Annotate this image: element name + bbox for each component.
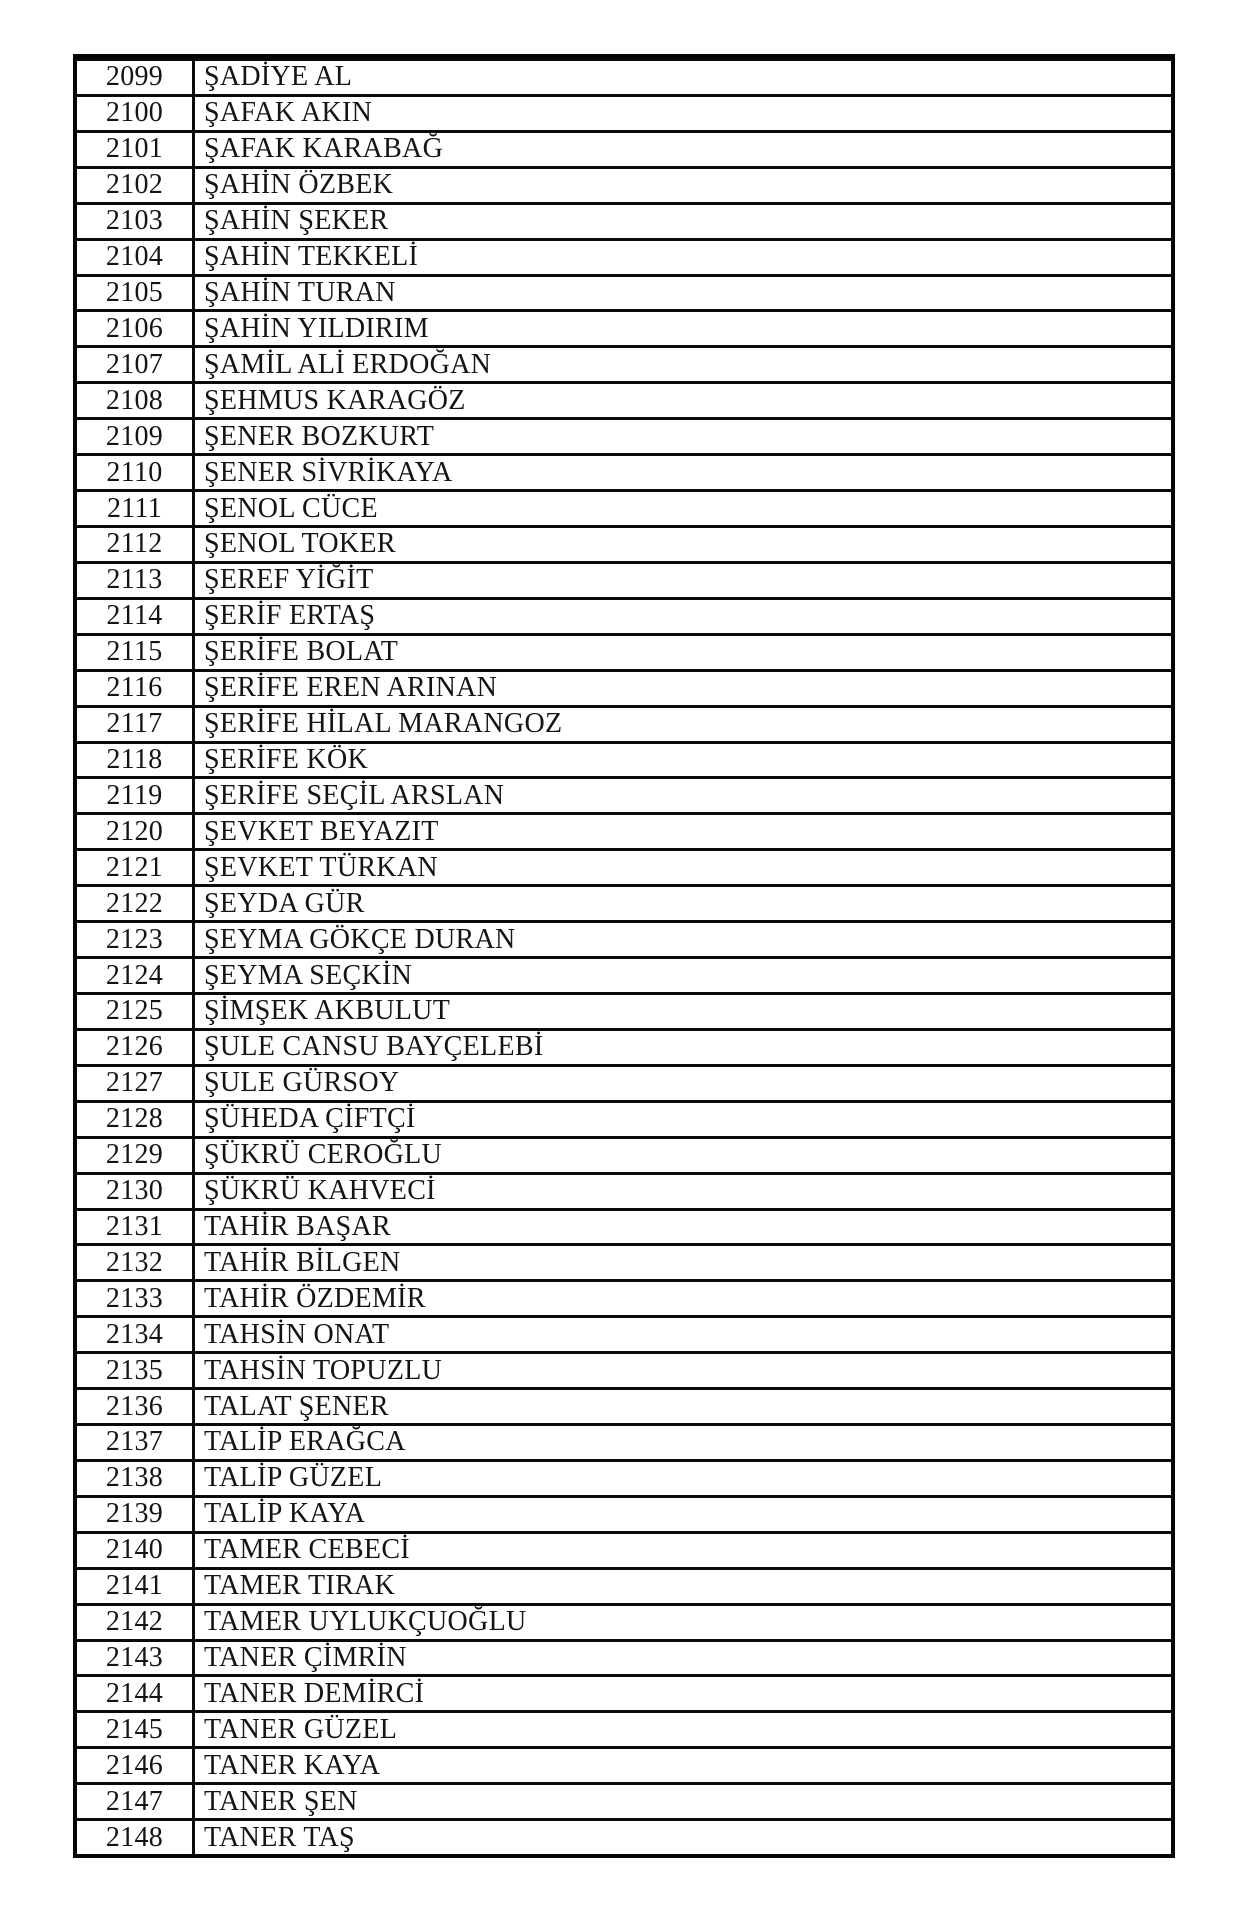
- row-number-cell: 2123: [77, 923, 195, 956]
- table-row: [77, 1064, 1171, 1100]
- row-name-cell: TANER TAŞ: [204, 1821, 355, 1853]
- row-number-cell: 2099: [77, 61, 195, 94]
- row-number-cell: 2121: [77, 851, 195, 884]
- row-name-cell: ŞAHİN ÖZBEK: [204, 169, 394, 201]
- row-name-cell: ŞEREF YİĞİT: [204, 564, 374, 596]
- row-number-cell: 2134: [77, 1318, 195, 1351]
- row-name-cell: TAMER CEBECİ: [204, 1534, 410, 1566]
- row-number-cell: 2115: [77, 636, 195, 669]
- table-row: [77, 776, 1171, 812]
- table-row: [77, 705, 1171, 741]
- row-name-cell: TALİP ERAĞCA: [204, 1426, 406, 1458]
- table-row: [77, 669, 1171, 705]
- table-row: [77, 956, 1171, 992]
- row-name-cell: TALİP KAYA: [204, 1498, 366, 1530]
- row-name-cell: ŞAFAK AKIN: [204, 97, 373, 129]
- table-row: [77, 1100, 1171, 1136]
- table-row: [77, 1710, 1171, 1746]
- row-name-cell: ŞEVKET BEYAZIT: [204, 815, 439, 847]
- row-number-cell: 2140: [77, 1534, 195, 1567]
- row-number-cell: 2133: [77, 1282, 195, 1315]
- table-row: [77, 58, 1171, 94]
- name-list-table: [73, 54, 1175, 1858]
- row-number-cell: 2144: [77, 1677, 195, 1710]
- table-row: [77, 597, 1171, 633]
- row-number-cell: 2107: [77, 348, 195, 381]
- row-name-cell: TAHİR BAŞAR: [204, 1210, 391, 1242]
- row-number-cell: 2106: [77, 312, 195, 345]
- row-number-cell: 2137: [77, 1426, 195, 1459]
- table-row: [77, 741, 1171, 777]
- row-name-cell: ŞADİYE AL: [204, 61, 353, 93]
- table-row: [77, 1423, 1171, 1459]
- row-number-cell: 2108: [77, 384, 195, 417]
- row-number-cell: 2116: [77, 672, 195, 705]
- row-name-cell: ŞAHİN TURAN: [204, 276, 396, 308]
- row-number-cell: 2117: [77, 708, 195, 741]
- table-row: [77, 992, 1171, 1028]
- table-row: [77, 561, 1171, 597]
- table-row: [77, 1172, 1171, 1208]
- row-name-cell: ŞULE CANSU BAYÇELEBİ: [204, 1031, 544, 1063]
- row-number-cell: 2143: [77, 1642, 195, 1675]
- table-row: [77, 1567, 1171, 1603]
- row-number-cell: 2105: [77, 277, 195, 310]
- row-number-cell: 2124: [77, 959, 195, 992]
- row-name-cell: ŞEYDA GÜR: [204, 887, 365, 919]
- row-name-cell: TANER GÜZEL: [204, 1713, 398, 1745]
- row-number-cell: 2132: [77, 1246, 195, 1279]
- table-row: [77, 238, 1171, 274]
- table-row: [77, 274, 1171, 310]
- row-name-cell: TANER KAYA: [204, 1749, 381, 1781]
- row-name-cell: ŞERİF ERTAŞ: [204, 600, 376, 632]
- table-row: [77, 1351, 1171, 1387]
- table-row: [77, 489, 1171, 525]
- table-row: [77, 1495, 1171, 1531]
- row-name-cell: ŞERİFE HİLAL MARANGOZ: [204, 708, 563, 740]
- row-number-cell: 2102: [77, 169, 195, 202]
- table-row: [77, 1315, 1171, 1351]
- table-row: [77, 1818, 1171, 1854]
- row-name-cell: ŞAFAK KARABAĞ: [204, 133, 444, 165]
- table-row: [77, 920, 1171, 956]
- row-number-cell: 2125: [77, 995, 195, 1028]
- row-name-cell: TAMER UYLUKÇUOĞLU: [204, 1606, 527, 1638]
- row-name-cell: TAHSİN ONAT: [204, 1318, 390, 1350]
- row-name-cell: ŞENER BOZKURT: [204, 420, 435, 452]
- row-name-cell: TANER DEMİRCİ: [204, 1677, 425, 1709]
- table-row: [77, 453, 1171, 489]
- row-number-cell: 2104: [77, 241, 195, 274]
- row-name-cell: ŞERİFE BOLAT: [204, 636, 399, 668]
- row-number-cell: 2122: [77, 887, 195, 920]
- table-row: [77, 166, 1171, 202]
- row-name-cell: ŞENER SİVRİKAYA: [204, 456, 453, 488]
- row-number-cell: 2119: [77, 779, 195, 812]
- row-name-cell: ŞAMİL ALİ ERDOĞAN: [204, 348, 492, 380]
- table-row: [77, 130, 1171, 166]
- table-row: [77, 309, 1171, 345]
- row-number-cell: 2145: [77, 1713, 195, 1746]
- table-row: [77, 525, 1171, 561]
- table-row: [77, 1028, 1171, 1064]
- table-row: [77, 1459, 1171, 1495]
- row-number-cell: 2148: [77, 1821, 195, 1854]
- table-row: [77, 345, 1171, 381]
- row-name-cell: ŞEHMUS KARAGÖZ: [204, 384, 466, 416]
- table-row: [77, 633, 1171, 669]
- table-row: [77, 202, 1171, 238]
- table-row: [77, 1531, 1171, 1567]
- table-row: [77, 1387, 1171, 1423]
- table-row: [77, 1603, 1171, 1639]
- row-name-cell: ŞERİFE SEÇİL ARSLAN: [204, 779, 505, 811]
- row-number-cell: 2128: [77, 1103, 195, 1136]
- row-number-cell: 2120: [77, 815, 195, 848]
- row-name-cell: ŞERİFE EREN ARINAN: [204, 672, 498, 704]
- row-number-cell: 2111: [77, 492, 195, 525]
- row-name-cell: TAHİR ÖZDEMİR: [204, 1282, 426, 1314]
- row-number-cell: 2142: [77, 1606, 195, 1639]
- row-name-cell: ŞEYMA GÖKÇE DURAN: [204, 923, 516, 955]
- row-number-cell: 2127: [77, 1067, 195, 1100]
- row-number-cell: 2110: [77, 456, 195, 489]
- row-number-cell: 2139: [77, 1498, 195, 1531]
- table-row: [77, 1243, 1171, 1279]
- row-name-cell: TAMER TIRAK: [204, 1570, 396, 1602]
- row-name-cell: ŞAHİN ŞEKER: [204, 205, 389, 237]
- row-number-cell: 2129: [77, 1139, 195, 1172]
- table-row: [77, 381, 1171, 417]
- table-row: [77, 848, 1171, 884]
- row-number-cell: 2135: [77, 1354, 195, 1387]
- table-row: [77, 94, 1171, 130]
- table-row: [77, 884, 1171, 920]
- table-row: [77, 812, 1171, 848]
- table-row: [77, 1782, 1171, 1818]
- row-number-cell: 2130: [77, 1175, 195, 1208]
- row-name-cell: ŞENOL CÜCE: [204, 492, 378, 524]
- table-row: [77, 1674, 1171, 1710]
- row-name-cell: TALAT ŞENER: [204, 1390, 389, 1422]
- row-number-cell: 2138: [77, 1462, 195, 1495]
- row-number-cell: 2113: [77, 564, 195, 597]
- table-row: [77, 417, 1171, 453]
- table-row: [77, 1208, 1171, 1244]
- row-name-cell: ŞENOL TOKER: [204, 528, 396, 560]
- row-name-cell: ŞAHİN TEKKELİ: [204, 241, 419, 273]
- table-row: [77, 1136, 1171, 1172]
- table-row: [77, 1639, 1171, 1675]
- row-number-cell: 2136: [77, 1390, 195, 1423]
- row-number-cell: 2101: [77, 133, 195, 166]
- row-number-cell: 2147: [77, 1785, 195, 1818]
- row-name-cell: ŞÜKRÜ CEROĞLU: [204, 1139, 443, 1171]
- row-number-cell: 2118: [77, 744, 195, 777]
- row-name-cell: TAHSİN TOPUZLU: [204, 1354, 443, 1386]
- row-name-cell: ŞÜKRÜ KAHVECİ: [204, 1175, 436, 1207]
- row-name-cell: ŞULE GÜRSOY: [204, 1067, 400, 1099]
- row-name-cell: ŞAHİN YILDIRIM: [204, 312, 429, 344]
- row-number-cell: 2100: [77, 97, 195, 130]
- row-number-cell: 2126: [77, 1031, 195, 1064]
- row-name-cell: ŞİMŞEK AKBULUT: [204, 995, 451, 1027]
- row-number-cell: 2146: [77, 1749, 195, 1782]
- row-number-cell: 2141: [77, 1570, 195, 1603]
- row-name-cell: TANER ŞEN: [204, 1785, 358, 1817]
- row-name-cell: TANER ÇİMRİN: [204, 1642, 407, 1674]
- row-number-cell: 2131: [77, 1211, 195, 1244]
- row-number-cell: 2109: [77, 420, 195, 453]
- row-number-cell: 2112: [77, 528, 195, 561]
- row-name-cell: ŞERİFE KÖK: [204, 743, 369, 775]
- row-number-cell: 2114: [77, 600, 195, 633]
- row-name-cell: ŞÜHEDA ÇİFTÇİ: [204, 1103, 416, 1135]
- row-name-cell: ŞEYMA SEÇKİN: [204, 959, 413, 991]
- row-name-cell: TALİP GÜZEL: [204, 1462, 383, 1494]
- row-number-cell: 2103: [77, 205, 195, 238]
- table-row: [77, 1746, 1171, 1782]
- row-name-cell: TAHİR BİLGEN: [204, 1246, 401, 1278]
- row-name-cell: ŞEVKET TÜRKAN: [204, 851, 438, 883]
- table-row: [77, 1279, 1171, 1315]
